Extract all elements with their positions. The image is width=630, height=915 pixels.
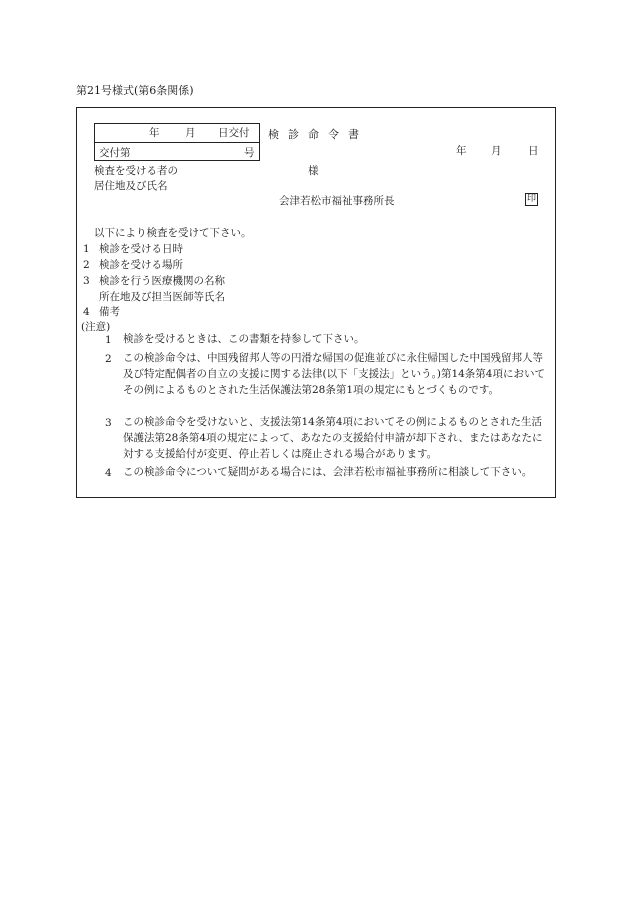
item-text: 検診を受ける場所	[99, 259, 183, 271]
intro-text: 以下により検査を受けて下さい。	[94, 227, 252, 239]
issue-box-divider	[95, 142, 259, 143]
item-text: 所在地及び担当医師等氏名	[99, 291, 225, 303]
note-text: この検診命令について疑問がある場合には、会津若松市福祉事務所に相談して下さい。	[123, 466, 533, 478]
addressee-label-line1: 検査を受ける者の	[94, 165, 178, 177]
note-number: 2	[105, 353, 112, 365]
issue-date-day: 日交付	[218, 127, 250, 139]
note-number: 3	[105, 417, 112, 429]
form-number: 第21号様式(第6条関係)	[76, 84, 194, 97]
seal-mark: 印	[526, 194, 536, 204]
addressee-label-line2: 居住地及び氏名	[94, 180, 168, 192]
issue-date-month: 月	[185, 127, 196, 139]
item-text: 備考	[99, 306, 120, 318]
issue-date-year: 年	[149, 127, 160, 139]
item-text: 検診を受ける日時	[99, 243, 183, 255]
item-number: 1	[83, 243, 90, 255]
item-text: 検診を行う医療機関の名称	[99, 275, 225, 287]
issue-number-prefix: 交付第	[99, 147, 131, 159]
item-number: 2	[83, 259, 90, 271]
honorific: 様	[308, 165, 319, 177]
date-year: 年	[456, 145, 467, 157]
note-text: この検診命令を受けないと、支援法第14条第4項においてその例によるものとされた生活保護法第28条第4項の規定によって、あなたの支援給付申請が却下され、またはあなたに対する支援給付が変更、停止若しくは廃止される場合があります。	[123, 416, 543, 460]
date-month: 月	[491, 145, 502, 157]
note-text: 検診を受けるときは、この書類を持参して下さい。	[123, 333, 365, 345]
note-number: 1	[105, 334, 112, 346]
note-number: 4	[105, 467, 112, 479]
issue-number-suffix: 号	[244, 147, 255, 159]
item-number: 4	[83, 306, 90, 318]
item-number: 3	[83, 275, 90, 287]
document-title: 検診命令書	[268, 128, 368, 141]
date-day: 日	[528, 145, 539, 157]
notes-heading: (注意)	[81, 321, 111, 333]
note-text: この検診命令は、中国残留邦人等の円滑な帰国の促進並びに永住帰国した中国残留邦人等及び特定配偶者の自立の支援に関する法律(以下「支援法」という。)第14条第4項においてその例によるものとされた生活保護法第28条第1項の規定にもとづくものです。	[123, 352, 545, 396]
issuer-name: 会津若松市福祉事務所長	[279, 195, 395, 207]
